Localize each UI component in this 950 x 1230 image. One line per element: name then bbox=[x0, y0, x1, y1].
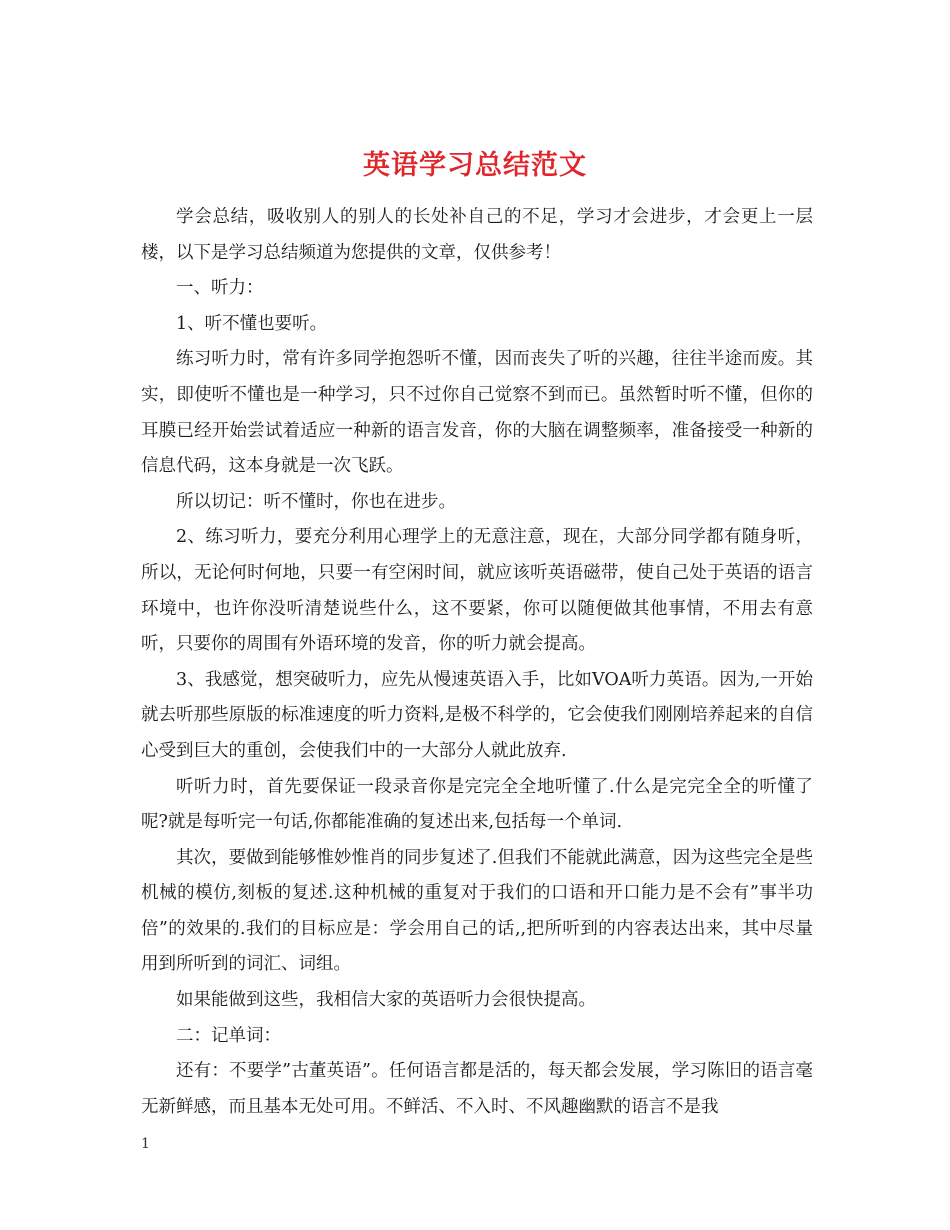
paragraph: 练习听力时，常有许多同学抱怨听不懂，因而丧失了听的兴趣，往往半途而废。其实，即使听不懂也是一种学习，只不过你自己觉察不到而已。虽然暂时听不懂，但你的耳膜已经开始尝试着适应一种新的语言发音，你的大脑在调整频率，准备接受一种新的信息代码，这本身就是一次飞跃。 bbox=[141, 349, 813, 477]
paragraph: 所以切记：听不懂时，你也在进步。 bbox=[176, 491, 456, 512]
section-heading-vocabulary: 二：记单词： bbox=[176, 1025, 281, 1046]
paragraph-intro: 学会总结，吸收别人的别人的长处补自己的不足，学习才会进步，才会更上一层楼，以下是学习总结频道为您提供的文章，仅供参考！ bbox=[141, 207, 813, 263]
paragraph-point-2: 2、练习听力，要充分利用心理学上的无意注意，现在，大部分同学都有随身听，所以，无论何时何地，只要一有空闲时间，就应该听英语磁带，使自己处于英语的语言环境中，也许你没听清楚说些什么，这不要紧，你可以随便做其他事情，不用去有意听，只要你的周围有外语环境的发音，你的听力就会提高。 bbox=[141, 527, 813, 655]
paragraph: 其次，要做到能够惟妙惟肖的同步复述了.但我们不能就此满意，因为这些完全是些机械的模仿,刻板的复述.这种机械的重复对于我们的口语和开口能力是不会有”事半功倍”的效果的.我们的目标应是：学会用自己的话,,把所听到的内容表达出来，其中尽量用到所听到的词汇、词组。 bbox=[141, 847, 813, 975]
section-heading-listening: 一、听力： bbox=[176, 278, 264, 299]
paragraph: 还有：不要学”古董英语”。任何语言都是活的，每天都会发展，学习陈旧的语言毫无新鲜感，而且基本无处可用。不鲜活、不入时、不风趣幽默的语言不是我 bbox=[141, 1061, 813, 1117]
page-number: 1 bbox=[141, 1136, 150, 1152]
paragraph-point-3: 3、我感觉，想突破听力，应先从慢速英语入手，比如VOA听力英语。因为,一开始就去听那些原版的标准速度的听力资料,是极不科学的，它会使我们刚刚培养起来的自信心受到巨大的重创，会使我们中的一大部分人就此放弃. bbox=[141, 669, 813, 761]
document-body bbox=[141, 200, 813, 1125]
page-title: 英语学习总结范文 bbox=[363, 150, 587, 182]
paragraph: 听听力时，首先要保证一段录音你是完完全全地听懂了.什么是完完全全的听懂了呢?就是每听完一句话,你都能准确的复述出来,包括每一个单词. bbox=[141, 776, 813, 833]
subheading-point-1: 1、听不懂也要听。 bbox=[176, 313, 328, 334]
paragraph: 如果能做到这些，我相信大家的英语听力会很快提高。 bbox=[176, 990, 596, 1011]
